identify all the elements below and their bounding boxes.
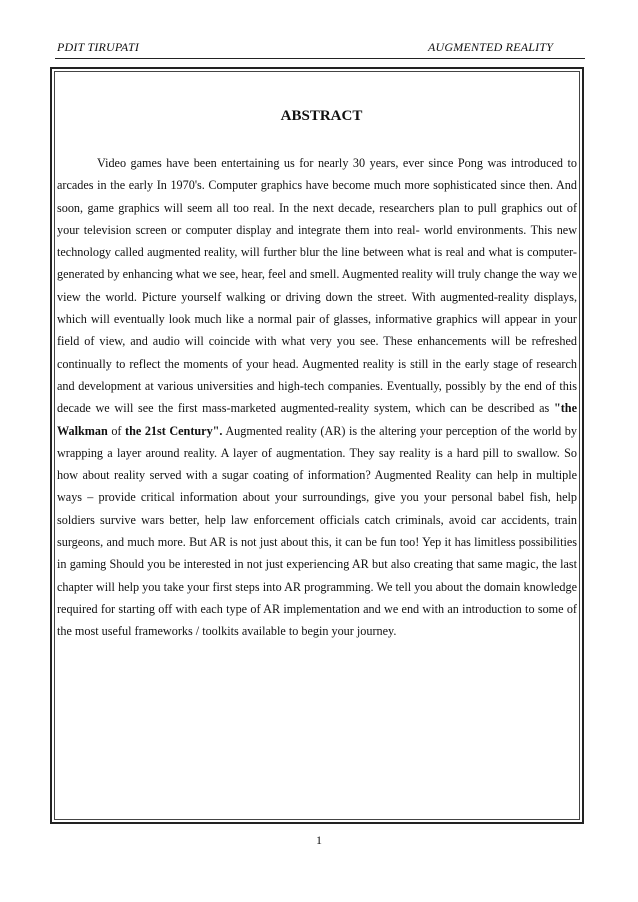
abstract-text-part2: Augmented reality (AR) is the altering your perception of the world by wrapping a layer around reality. A layer of augmentation. They say reality is a hard pill to swallow. So how about reality served with a sugar coating of information? Augmented Reality can help in multiple ways – provide critical information about your surroundings, give you your personal babel fish, help soldiers survive wars better, help law enforcement officials catch criminals, avoid car accidents, train surgeons, and much more. But AR is not just about this, it can be fun too! Yep it has limitless possibilities in gaming Should you be interested in not just experiencing AR but also creating that same magic, the last chapter will help you take your first steps into AR programming. We tell you about the domain knowledge required for starting off with each type of AR implementation and we end with an introduction to some of the most useful frameworks / toolkits available to begin your journey. xyxy=(57,423,577,639)
abstract-text-part1: Video games have been entertaining us for nearly 30 years, ever since Pong was introduced to arcades in the early In 1970's. Computer graphics have become much more sophisticated since then. And soon, game graphics will seem all too real. In the next decade, researchers plan to pull graphics out of your television screen or computer display and integrate them into real- world environments. This new technology called augmented reality, will further blur the line between what is real and what is computer-generated by enhancing what we see, hear, feel and smell. Augmented reality will truly change the way we view the world. Picture yourself walking or driving down the street. With augmented-reality displays, which will eventually look much like a normal pair of glasses, informative graphics will appear in your field of view, and audio will coincide with what very you see. These enhancements will be refreshed continually to reflect the moments of your head. Augmented reality is still in the early stage of research and development at various universities and high-tech companies. Eventually, possibly by the end of this decade we will see the first mass-marketed augmented-reality system, which can be described as xyxy=(57,156,577,416)
abstract-text-of: of xyxy=(107,423,126,438)
header-institution: PDIT TIRUPATI xyxy=(57,40,140,54)
quote-walkman: "the Walkman xyxy=(57,401,577,438)
quote-21st-century: the 21st Century". xyxy=(125,423,223,438)
abstract-title: ABSTRACT xyxy=(280,108,363,124)
header-divider xyxy=(55,58,585,59)
header-topic: AUGMENTED REALITY xyxy=(428,40,554,54)
page-number: 1 xyxy=(316,833,322,847)
abstract-paragraph xyxy=(57,152,577,643)
